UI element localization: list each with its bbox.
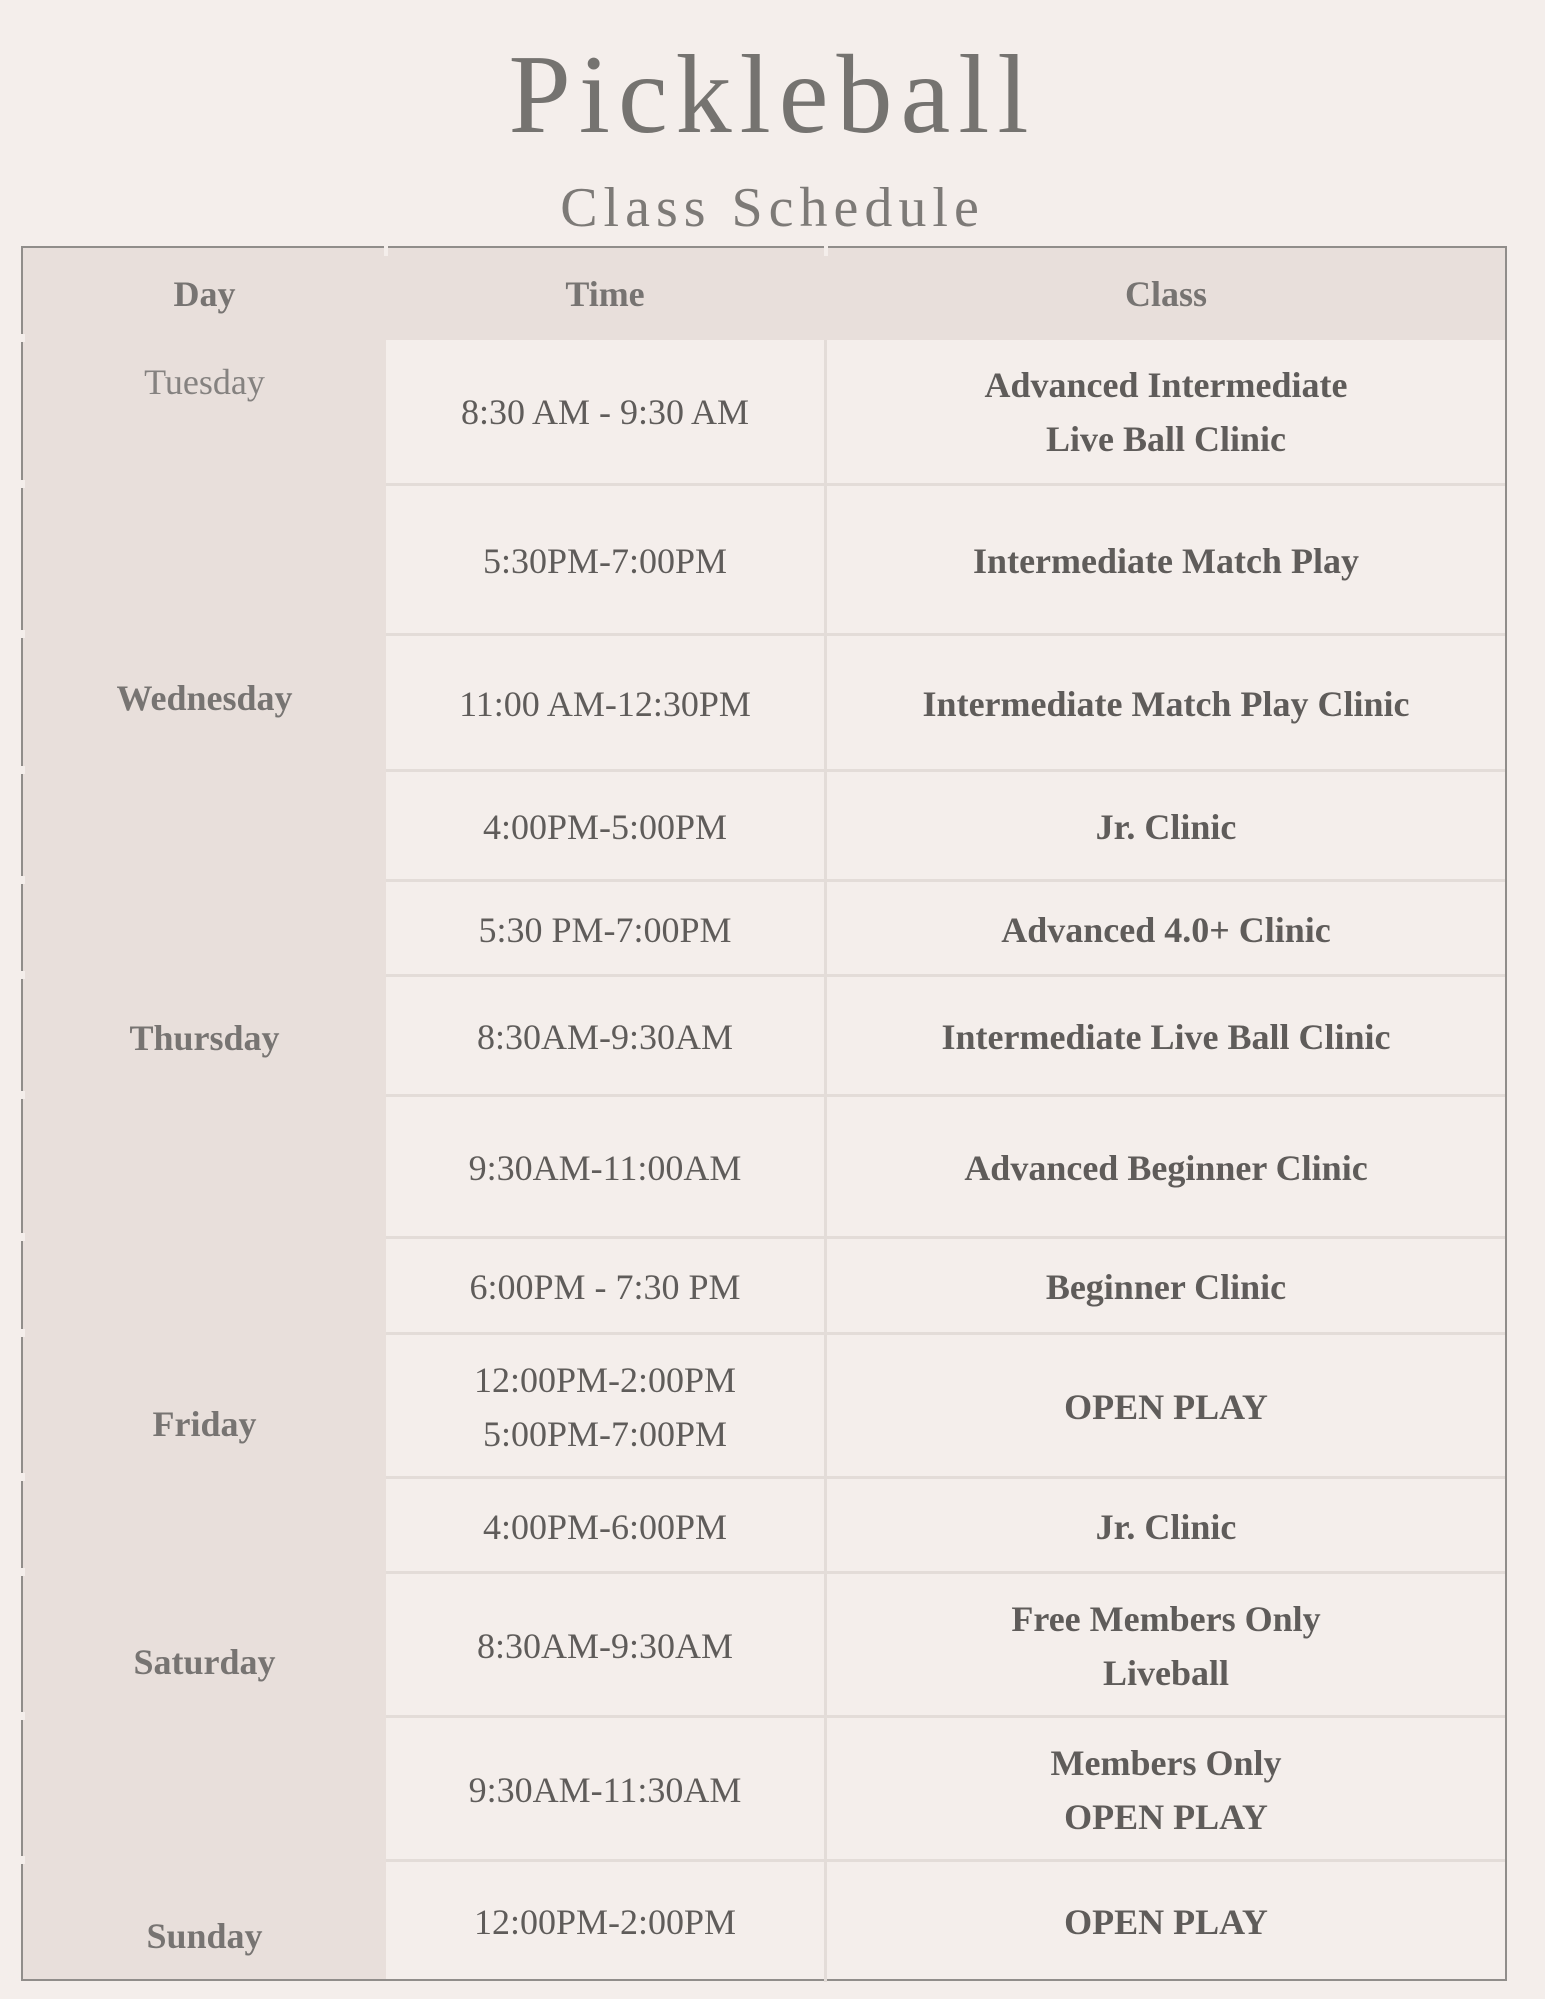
edge-tick [21, 876, 25, 884]
edge-tick [21, 766, 25, 774]
time-text: 12:00PM-2:00PM [473, 1360, 737, 1400]
time-text: 8:30AM-9:30AM [476, 1626, 733, 1666]
time-cell [386, 1335, 824, 1479]
edge-tick [21, 1329, 25, 1337]
class-cell [827, 1239, 1505, 1335]
table-row [386, 1094, 1505, 1239]
class-text: Intermediate Live Ball Clinic [941, 1017, 1391, 1057]
day-label-tuesday: Tuesday [144, 362, 265, 402]
time-text: 12:00PM-2:00PM [473, 1902, 737, 1942]
class-cell [827, 636, 1505, 772]
table-row [386, 1476, 1505, 1574]
class-cell [827, 772, 1505, 882]
time-text: 5:30PM-7:00PM [482, 541, 728, 581]
class-text: Liveball [1102, 1653, 1229, 1693]
time-cell [386, 1718, 824, 1862]
day-label-thursday: Thursday [129, 1018, 280, 1058]
time-cell [386, 882, 824, 977]
table-row [386, 633, 1505, 772]
table-row [386, 340, 1505, 483]
table-row [386, 1571, 1505, 1718]
class-cell [827, 486, 1505, 636]
time-text: 5:00PM-7:00PM [482, 1414, 728, 1454]
edge-tick [21, 1568, 25, 1576]
class-cell [827, 1479, 1505, 1574]
day-column [23, 248, 386, 1979]
class-cell [827, 1097, 1505, 1239]
edge-tick [21, 971, 25, 979]
edge-tick [21, 480, 25, 488]
table-row [386, 1715, 1505, 1862]
time-cell [386, 486, 824, 636]
time-text: 5:30 PM-7:00PM [478, 909, 732, 950]
time-text: 4:00PM-6:00PM [482, 1506, 728, 1547]
table-row [386, 483, 1505, 636]
schedule-table [21, 246, 1507, 1981]
time-cell [386, 1862, 824, 1982]
header-class: Class [1124, 274, 1208, 314]
time-text: 6:00PM - 7:30 PM [469, 1267, 741, 1307]
class-text: Intermediate Match Play Clinic [922, 684, 1410, 724]
class-text: Advanced Intermediate [984, 364, 1348, 405]
class-cell [827, 1862, 1505, 1982]
day-label-friday: Friday [152, 1404, 257, 1444]
class-cell [827, 882, 1505, 977]
edge-tick [21, 1473, 25, 1481]
time-text: 9:30AM-11:30AM [468, 1770, 742, 1810]
header-divider [824, 246, 828, 256]
time-cell [386, 1239, 824, 1335]
class-text: Live Ball Clinic [1045, 418, 1286, 459]
edge-tick [21, 334, 25, 342]
class-text: Advanced 4.0+ Clinic [1001, 909, 1331, 950]
time-cell [386, 340, 824, 483]
time-text: 11:00 AM-12:30PM [459, 684, 751, 724]
class-text: Jr. Clinic [1095, 1506, 1237, 1547]
class-cell [827, 1335, 1505, 1479]
class-cell [827, 977, 1505, 1097]
class-text: Members Only [1050, 1743, 1282, 1783]
header-day: Day [173, 274, 236, 314]
class-text: OPEN PLAY [1064, 1797, 1268, 1837]
time-cell [386, 772, 824, 882]
edge-tick [21, 1712, 25, 1720]
time-text: 9:30AM-11:00AM [468, 1148, 742, 1188]
edge-tick [21, 1233, 25, 1241]
header-time: Time [565, 274, 645, 314]
time-text: 8:30 AM - 9:30 AM [460, 391, 750, 432]
class-text: Free Members Only [1011, 1599, 1321, 1639]
class-text: Intermediate Match Play [973, 541, 1359, 581]
day-label-saturday: Saturday [133, 1642, 276, 1682]
page-subtitle: Class Schedule [560, 177, 985, 239]
day-label-sunday: Sunday [146, 1916, 263, 1956]
edge-tick [21, 1091, 25, 1099]
class-cell [827, 1574, 1505, 1718]
class-text: OPEN PLAY [1064, 1902, 1268, 1942]
table-row [386, 974, 1505, 1097]
table-row [386, 769, 1505, 882]
day-label-wednesday: Wednesday [116, 678, 293, 718]
class-text: Jr. Clinic [1095, 807, 1237, 847]
table-row [386, 1332, 1505, 1479]
page-title: Pickleball [508, 33, 1037, 157]
time-cell [386, 1479, 824, 1574]
table-row [386, 1859, 1505, 1982]
time-cell [386, 977, 824, 1097]
time-cell [386, 1097, 824, 1239]
class-text: Advanced Beginner Clinic [964, 1148, 1368, 1188]
time-cell [386, 1574, 824, 1718]
table-row [386, 1236, 1505, 1335]
table-row [386, 879, 1505, 977]
edge-tick [21, 1856, 25, 1864]
time-text: 4:00PM-5:00PM [482, 807, 728, 847]
class-text: Beginner Clinic [1045, 1267, 1287, 1307]
class-text: OPEN PLAY [1064, 1387, 1268, 1427]
header-divider [384, 246, 388, 256]
class-cell [827, 1718, 1505, 1862]
time-text: 8:30AM-9:30AM [476, 1017, 733, 1057]
edge-tick [21, 630, 25, 638]
time-cell [386, 636, 824, 772]
class-cell [827, 340, 1505, 483]
